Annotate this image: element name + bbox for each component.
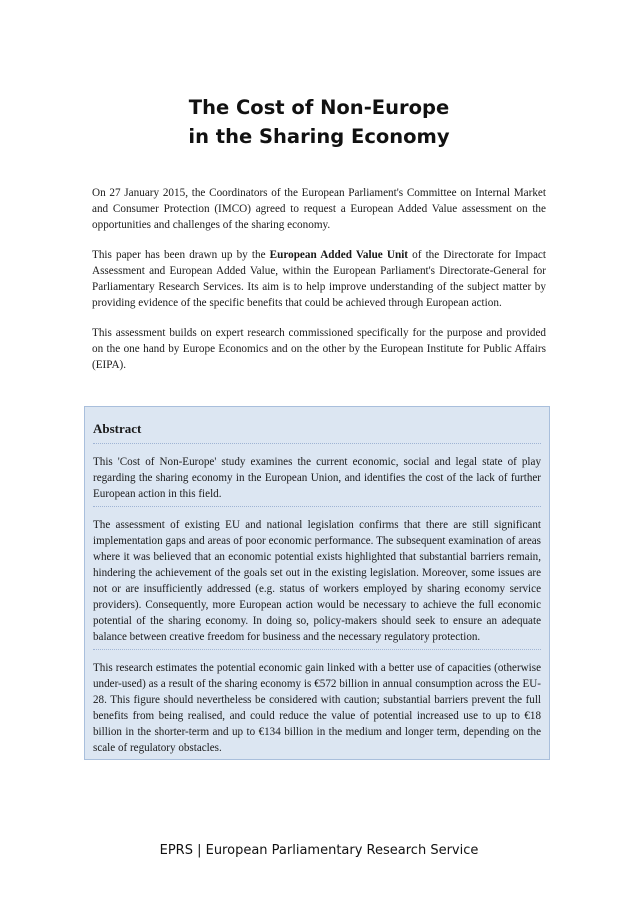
abstract-paragraph-2: The assessment of existing EU and national legislation confirms that there are still significant implementation gaps and areas of poor economic performance. The subsequent examination of areas where it was believed that an economic potential exists highlighted that substantial barriers remain, hindering the achievement of the goals set out in the existing legislation. Moreover, some issues are not or are insufficiently addressed (e.g. status of workers employed by sharing economy service providers). Consequently, more European action would be necessary to achieve the full economic potential of the sharing economy. In doing so, policy-makers should seek to ensure an adequate balance between creative freedom for business and the necessary regulatory protection. — [93, 517, 541, 650]
title-line-1: The Cost of Non-Europe — [188, 96, 450, 119]
intro-paragraph-2-start: This paper has been drawn up by the — [92, 249, 270, 261]
page-footer: EPRS | European Parliamentary Research Service — [159, 843, 479, 858]
intro-paragraph-1: On 27 January 2015, the Coordinators of the European Parliament's Committee on Internal Market and Consumer Protection (IMCO) agreed to request a European Added Value assessment on the opportunities and challenges of the sharing economy. — [92, 187, 546, 231]
intro-paragraph-3: This assessment builds on expert research commissioned specifically for the purpose and provided on the one hand by Europe Economics and on the other by the European Institute for Public Affairs (EIPA). — [92, 327, 546, 371]
abstract-heading: Abstract — [93, 419, 541, 444]
unit-name-bold: European Added Value Unit — [269, 249, 409, 261]
page-title — [92, 93, 546, 151]
intro-section — [92, 185, 546, 387]
abstract-box — [84, 406, 550, 760]
intro-paragraph-2-end: of the Directorate for Impact Assessment and European Added Value, within the European Parliament's Directorate-General for Parliamentary Research Services. Its aim is to help improve understanding of the subject matter by providing evidence of the specific benefits that could be achieved through European action. — [92, 249, 547, 309]
abstract-paragraph-3: This research estimates the potential economic gain linked with a better use of capacities (otherwise under-used) as a result of the sharing economy is €572 billion in annual consumption across the EU-28. This figure should nevertheless be considered with caution; substantial barriers prevent the full benefits from being realised, and could reduce the value of potential increased use to up to €18 billion in the shorter-term and up to €134 billion in the medium and longer term, depending on the scale of regulatory obstacles. — [93, 662, 541, 754]
abstract-content — [93, 419, 541, 770]
intro-paragraph-2 — [92, 247, 546, 311]
abstract-paragraph-1: This 'Cost of Non-Europe' study examines the current economic, social and legal state of play regarding the sharing economy in the European Union, and identifies the cost of the lack of further European action in this field. — [93, 454, 541, 507]
title-line-2: in the Sharing Economy — [188, 125, 450, 148]
